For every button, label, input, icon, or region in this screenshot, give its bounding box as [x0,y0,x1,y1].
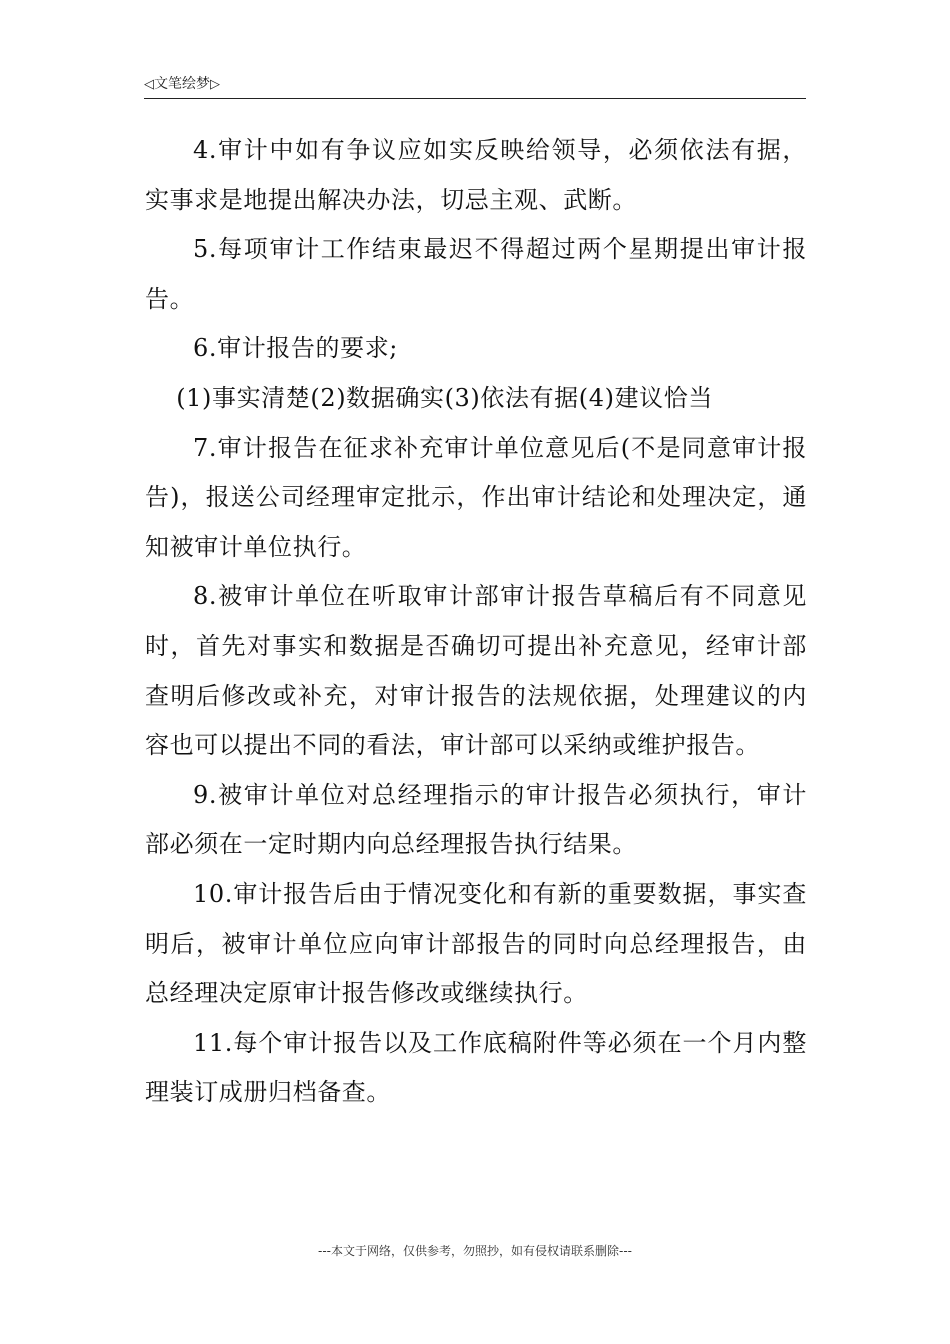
paragraph-8: 8.被审计单位在听取审计部审计报告草稿后有不同意见时，首先对事实和数据是否确切可提出补充意见，经审计部查明后修改或补充，对审计报告的法规依据，处理建议的内容也可以提出不同的看法，审计部可以采纳或维护报告。 [145,582,807,760]
paragraph-requirements-list: (1)事实清楚(2)数据确实(3)依法有据(4)建议恰当 [176,383,713,412]
paragraph-7: 7.审计报告在征求补充审计单位意见后(不是同意审计报告)，报送公司经理审定批示，作出审计结论和处理决定，通知被审计单位执行。 [145,433,807,561]
left-triangle-icon: ◁ [144,77,154,92]
paragraph-6: 6.审计报告的要求; [193,334,398,363]
page-footer: ---本文于网络，仅供参考，勿照抄，如有侵权请联系删除--- [318,1244,632,1258]
paragraph-10: 10.审计报告后由于情况变化和有新的重要数据，事实查明后，被审计单位应向审计部报告的同时向总经理报告，由总经理决定原审计报告修改或继续执行。 [145,879,807,1008]
page-header [144,70,806,99]
document-body [145,126,807,1118]
right-triangle-icon: ▷ [210,77,220,92]
paragraph-4: 4.审计中如有争议应如实反映给领导，必须依法有据，实事求是地提出解决办法，切忌主观、武断。 [145,136,807,214]
paragraph-11: 11.每个审计报告以及工作底稿附件等必须在一个月内整理装订成册归档备查。 [145,1028,807,1107]
header-title: 文笔绘梦 [154,76,210,92]
paragraph-9: 9.被审计单位对总经理指示的审计报告必须执行，审计部必须在一定时期内向总经理报告执行结果。 [145,780,807,859]
paragraph-5: 5.每项审计工作结束最迟不得超过两个星期提出审计报告。 [145,235,807,313]
